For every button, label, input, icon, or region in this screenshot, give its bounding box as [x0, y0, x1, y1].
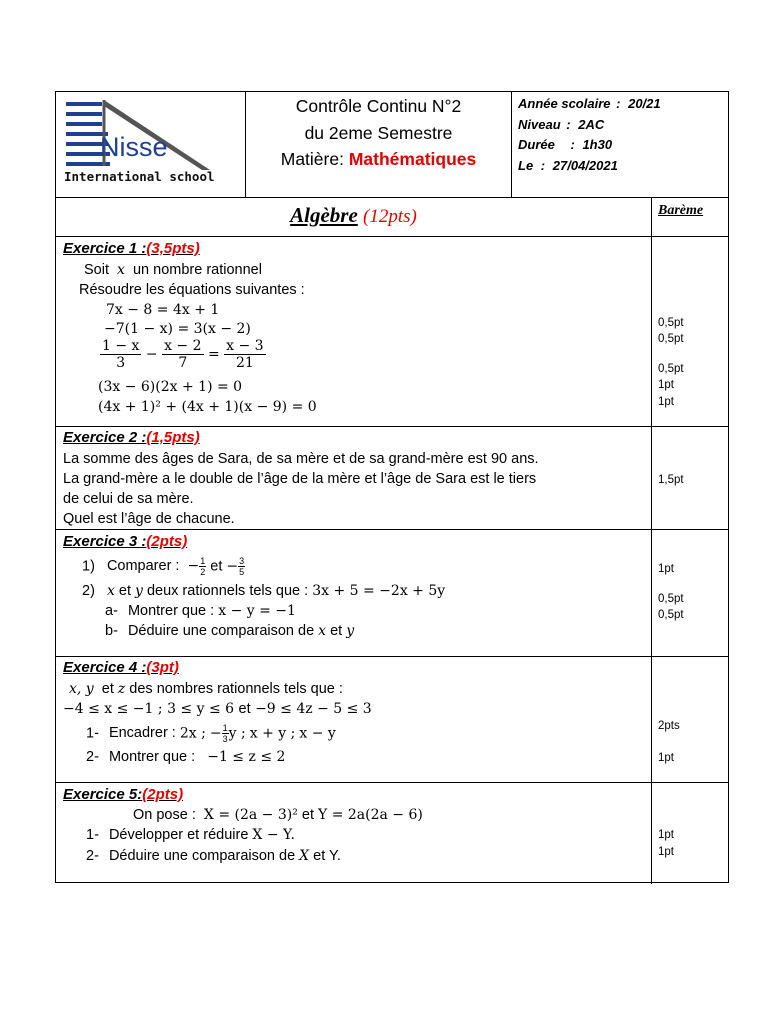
ex3-q2-text: deux rationnels tels que : [146, 583, 309, 599]
ex3-qb-et: et [330, 623, 343, 639]
ex4-conditions [63, 701, 372, 717]
ex5-title-text: Exercice 5: [63, 786, 143, 803]
ex4-q1-b: y ; [228, 725, 246, 742]
ex4-intro-et: et [101, 681, 114, 697]
ex4-intro-z: z [117, 681, 126, 697]
ex3-q1 [82, 556, 245, 577]
info-duration-value: 1h30 [582, 137, 613, 152]
ex1-var: x [117, 262, 125, 278]
ex5-title [63, 786, 183, 803]
ex3-qa-text: Montrer que : [127, 603, 215, 619]
ex4-q2-text: Montrer que : [108, 749, 196, 765]
info-duration-label: Durée [518, 137, 555, 152]
school-logo [62, 96, 215, 186]
section-name: Algèbre [290, 203, 358, 227]
ex1-title [63, 240, 200, 257]
info-sep: : [540, 158, 546, 173]
ex3-qb [105, 623, 354, 639]
ex1-bareme-4: 1pt [658, 379, 674, 391]
ex5-q1 [86, 827, 295, 843]
ex1-bareme-5: 1pt [658, 396, 674, 408]
ex5-intro-eq2: Y = 2a(2a − 6) [318, 807, 423, 823]
info-sep: : [616, 96, 621, 111]
ex4-q1-sign: − [209, 725, 222, 742]
ex4-q1-n: 1 [222, 723, 228, 733]
ex5-bareme-2: 1pt [658, 846, 674, 858]
ex3-q1-text: Comparer : [106, 558, 180, 575]
ex4-points: (3pt) [146, 659, 179, 676]
ex4-q2 [86, 749, 285, 765]
ex2-title [63, 429, 200, 446]
ex2-line-4: Quel est l’âge de chacune. [63, 511, 235, 527]
ex1-bareme-1: 0,5pt [658, 317, 684, 329]
ex1-bareme-2: 0,5pt [658, 333, 684, 345]
info-level-value: 2AC [578, 117, 605, 132]
ex3-q2-x: x [106, 583, 115, 599]
ex4-cond-et: et [238, 701, 251, 717]
ex1-eq3-d2: 7 [178, 355, 188, 371]
ex3-title-text: Exercice 3 : [63, 533, 147, 550]
ex5-q2-et: et Y. [313, 848, 341, 864]
bareme-header: Barème [658, 203, 704, 218]
ex3-q1-sign1: − [187, 558, 200, 575]
logo-text: Nisse [100, 132, 168, 162]
info-level-label: Niveau [518, 117, 561, 132]
ex3-qa-label: a- [105, 603, 118, 619]
info-year-value: 20/21 [628, 96, 661, 111]
ex5-q1-eq: X − Y. [252, 827, 295, 843]
ex1-title-text: Exercice 1 : [63, 240, 147, 257]
ex1-eq3-n2: x − 2 [164, 338, 202, 354]
ex1-intro1-b: un nombre rationnel [132, 262, 262, 278]
ex4-cond-c: −9 ≤ 4z − 5 ≤ 3 [255, 701, 372, 717]
ex3-q1-n2: 3 [239, 556, 245, 566]
ex1-points: (3,5pts) [146, 240, 200, 257]
ex5-bareme-1: 1pt [658, 829, 674, 841]
ex5-q2-x: X [299, 848, 310, 864]
ex4-title [63, 659, 179, 676]
ex2-line-1: La somme des âges de Sara, de sa mère et de sa grand-mère est 90 ans. [63, 451, 539, 467]
ex1-eq3-op1: − [145, 346, 158, 363]
ex3-qa-eq: x − y = −1 [218, 603, 296, 619]
section-title [56, 203, 651, 228]
ex4-q1-d-expr: x − y [299, 725, 336, 742]
section-points: (12pts) [363, 206, 417, 227]
ex4-q2-label: 2- [86, 749, 99, 765]
ex3-q2 [82, 583, 445, 599]
ex3-title [63, 533, 187, 550]
ex1-intro2: Résoudre les équations suivantes : [79, 282, 305, 298]
ex4-bareme-1: 2pts [658, 720, 680, 732]
ex5-q1-label: 1- [86, 827, 99, 843]
ex3-q1-et: et [210, 558, 223, 575]
ex3-q1-sign2: − [226, 558, 239, 575]
info-sep: : [566, 117, 571, 132]
ex4-q1-label: 1- [86, 725, 99, 742]
info-date-label: Le [518, 158, 534, 173]
ex1-bottom [56, 426, 728, 427]
bareme-column [651, 197, 652, 884]
ex5-q2-text: Déduire une comparaison de [108, 848, 296, 864]
semester-title: du 2eme Semestre [304, 123, 453, 143]
ex1-eq3-n3: x − 3 [226, 338, 264, 354]
ex3-bareme-1: 1pt [658, 563, 674, 575]
exam-sheet [55, 91, 729, 883]
ex5-q2-label: 2- [86, 848, 99, 864]
ex4-intro-vars: x, y [69, 681, 94, 697]
logo-subtitle: International school [64, 169, 215, 184]
ex3-bottom [56, 656, 728, 657]
ex1-eq3-n1: 1 − x [102, 338, 140, 354]
ex4-cond-b: 3 ≤ y ≤ 6 [167, 701, 235, 717]
ex5-intro-et: et [301, 807, 314, 823]
ex4-q1-text: Encadrer : [108, 725, 176, 742]
ex4-bottom [56, 782, 728, 783]
ex5-intro-text: On pose : [133, 807, 196, 823]
ex3-q1-d2: 5 [239, 567, 245, 577]
info-date [518, 158, 618, 173]
ex4-q1-a: 2x ; [179, 725, 206, 742]
exam-title: Contrôle Continu N°2 [295, 96, 462, 116]
ex1-eq3-d3: 21 [235, 355, 254, 371]
subject-value: Mathématiques [348, 149, 477, 169]
ex4-title-text: Exercice 4 : [63, 659, 147, 676]
ex3-points: (2pts) [146, 533, 188, 550]
ex1-intro1 [84, 262, 262, 278]
ex3-bareme-2: 0,5pt [658, 593, 684, 605]
ex3-qb-label: b- [105, 623, 118, 639]
ex5-q2 [86, 848, 341, 864]
ex1-eq3 [100, 338, 266, 371]
ex3-bareme-3: 0,5pt [658, 609, 684, 621]
subject-line [246, 149, 511, 170]
ex2-bareme-1: 1,5pt [658, 474, 684, 486]
ex2-bottom [56, 529, 728, 530]
ex2-line-3: de celui de sa mère. [63, 491, 194, 507]
info-sep: : [570, 137, 575, 152]
ex4-q2-eq: −1 ≤ z ≤ 2 [207, 749, 286, 765]
ex3-qb-text: Déduire une comparaison de [127, 623, 315, 639]
ex3-q1-n1: 1 [200, 556, 206, 566]
ex2-title-text: Exercice 2 : [63, 429, 147, 446]
ex2-points: (1,5pts) [146, 429, 200, 446]
ex4-bareme-2: 1pt [658, 752, 674, 764]
ex3-qa [105, 603, 296, 619]
ex1-intro1-a: Soit [84, 262, 109, 278]
ex4-cond-a: −4 ≤ x ≤ −1 ; [63, 701, 163, 717]
ex4-q1-d: 3 [222, 734, 228, 744]
ex3-q1-d1: 2 [200, 567, 206, 577]
ex1-eq3-op2: = [207, 346, 220, 363]
ex3-qb-y: y [346, 623, 355, 639]
info-year [518, 96, 661, 111]
ex3-q1-num: 1) [82, 558, 95, 575]
ex3-q2-et: et [118, 583, 131, 599]
ex4-q1 [86, 723, 336, 744]
ex4-intro [69, 681, 343, 697]
ex1-bareme-3: 0,5pt [658, 363, 684, 375]
ex3-q2-eq: 3x + 5 = −2x + 5y [312, 583, 446, 599]
ex5-points: (2pts) [142, 786, 184, 803]
ex5-q1-text: Développer et réduire [108, 827, 249, 843]
ex1-eq5: (4x + 1)² + (4x + 1)(x − 9) = 0 [98, 399, 317, 415]
ex5-intro-eq1: X = (2a − 3)² [203, 807, 298, 823]
header-col2 [511, 92, 512, 197]
ex1-eq4: (3x − 6)(2x + 1) = 0 [98, 379, 243, 395]
ex1-eq3-d1: 3 [116, 355, 126, 371]
ex1-eq2: −7(1 − x) = 3(x − 2) [104, 321, 251, 337]
header-divider [56, 197, 728, 198]
ex2-line-2: La grand-mère a le double de l’âge de la mère et l’âge de Sara est le tiers [63, 471, 537, 487]
info-level [518, 117, 604, 132]
ex3-q2-num: 2) [82, 583, 95, 599]
ex3-qb-x: x [318, 623, 327, 639]
section-divider [56, 236, 728, 237]
ex3-q2-y: y [135, 583, 143, 599]
ex4-q1-c: x + y ; [249, 725, 296, 742]
info-year-label: Année scolaire [518, 96, 611, 111]
info-duration [518, 137, 612, 152]
ex1-eq1: 7x − 8 = 4x + 1 [106, 302, 220, 318]
subject-label: Matière: [280, 149, 344, 169]
ex5-intro [133, 807, 423, 823]
ex4-intro-text: des nombres rationnels tels que : [129, 681, 343, 697]
info-date-value: 27/04/2021 [552, 158, 618, 173]
